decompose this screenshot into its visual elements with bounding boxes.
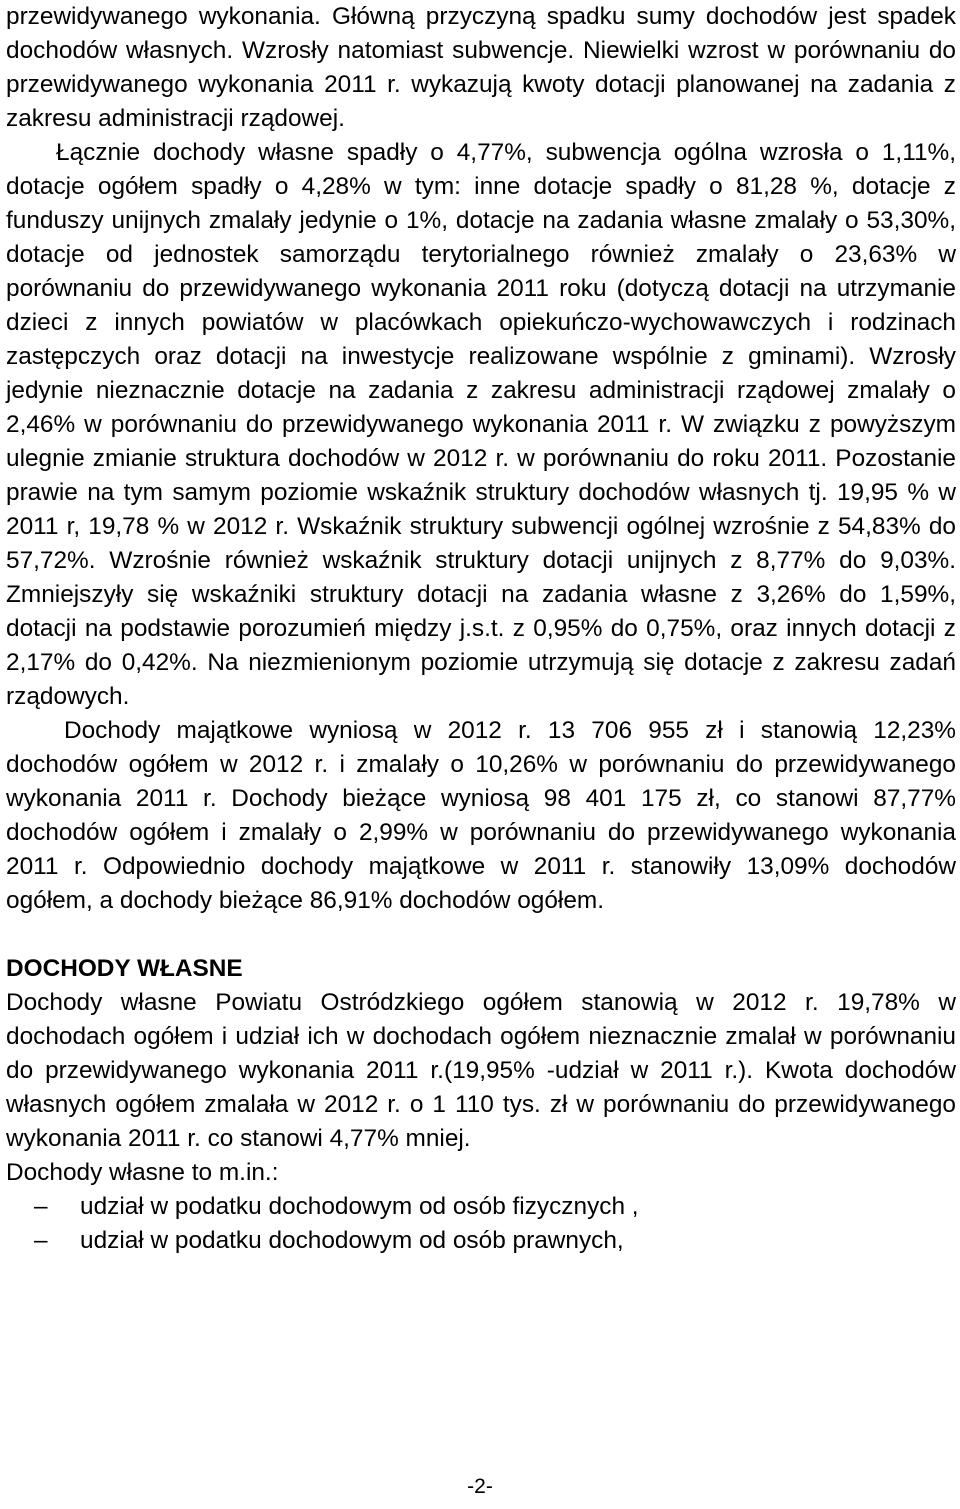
list-item-text: udział w podatku dochodowym od osób prawnych, xyxy=(80,1227,624,1254)
list-item-text: udział w podatku dochodowym od osób fizycznych , xyxy=(80,1193,639,1220)
section-heading: DOCHODY WŁASNE xyxy=(6,955,243,982)
page-number: -2- xyxy=(467,1475,493,1498)
paragraph-1: przewidywanego wykonania. Główną przyczyną spadku sumy dochodów jest spadek dochodów własnych. Wzrosły natomiast subwencje. Niewielki wzrost w porównaniu do przewidywanego wykonania 2011 r. wykazują kwoty dotacji planowanej na zadania z zakresu administracji rządowej. xyxy=(6,3,956,132)
list-item xyxy=(6,1190,956,1224)
spacer xyxy=(6,918,956,952)
dash-bullet-icon: – xyxy=(34,1193,48,1220)
document-page xyxy=(6,0,956,1258)
list-intro: Dochody własne to m.in.: xyxy=(6,1159,279,1186)
paragraph-2: Łącznie dochody własne spadły o 4,77%, subwencja ogólna wzrosła o 1,11%, dotacje ogółem spadły o 4,28% w tym: inne dotacje spadły o 81,28 %, dotacje z funduszy unijnych zmalały jedynie o 1%, dotacje na zadania własne zmalały o 53,30%, dotacje od jednostek samorządu terytorialnego również zmalały o 23,63% w porównaniu do przewidywanego wykonania 2011 roku (dotyczą dotacji na utrzymanie dzieci z innych powiatów w placówkach opiekuńczo-wychowawczych i rodzinach zastępczych oraz dotacji na inwestycje realizowane wspólnie z gminami). Wzrosły jedynie nieznacznie dotacje na zadania z zakresu administracji rządowej zmalały o 2,46% w porównaniu do przewidywanego wykonania 2011 r. W związku z powyższym ulegnie zmianie struktura dochodów w 2012 r. w porównaniu do roku 2011. Pozostanie prawie na tym samym poziomie wskaźnik struktury dochodów własnych tj. 19,95 % w 2011 r, 19,78 % w 2012 r. Wskaźnik struktury subwencji ogólnej wzrośnie z 54,83% do 57,72%. Wzrośnie również wskaźnik struktury dotacji unijnych z 8,77% do 9,03%. Zmniejszyły się wskaźniki struktury dotacji na zadania własne z 3,26% do 1,59%, dotacji na podstawie porozumień między j.s.t. z 0,95% do 0,75%, oraz innych dotacji z 2,17% do 0,42%. Na niezmienionym poziomie utrzymują się dotacje z zakresu zadań rządowych. xyxy=(6,139,956,710)
paragraph-3: Dochody majątkowe wyniosą w 2012 r. 13 706 955 zł i stanowią 12,23% dochodów ogółem w 2012 r. i zmalały o 10,26% w porównaniu do przewidywanego wykonania 2011 r. Dochody bieżące wyniosą 98 401 175 zł, co stanowi 87,77% dochodów ogółem i zmalały o 2,99% w porównaniu do przewidywanego wykonania 2011 r. Odpowiednio dochody majątkowe w 2011 r. stanowiły 13,09% dochodów ogółem, a dochody bieżące 86,91% dochodów ogółem. xyxy=(6,717,956,914)
section-paragraph: Dochody własne Powiatu Ostródzkiego ogółem stanowią w 2012 r. 19,78% w dochodach ogółem i udział ich w dochodach ogółem nieznacznie zmalał w porównaniu do przewidywanego wykonania 2011 r.(19,95% -udział w 2011 r.). Kwota dochodów własnych ogółem zmalała w 2012 r. o 1 110 tys. zł w porównaniu do przewidywanego wykonania 2011 r. co stanowi 4,77% mniej. xyxy=(6,989,956,1152)
list-item xyxy=(6,1224,956,1258)
income-list xyxy=(6,1190,956,1258)
dash-bullet-icon: – xyxy=(34,1227,48,1254)
